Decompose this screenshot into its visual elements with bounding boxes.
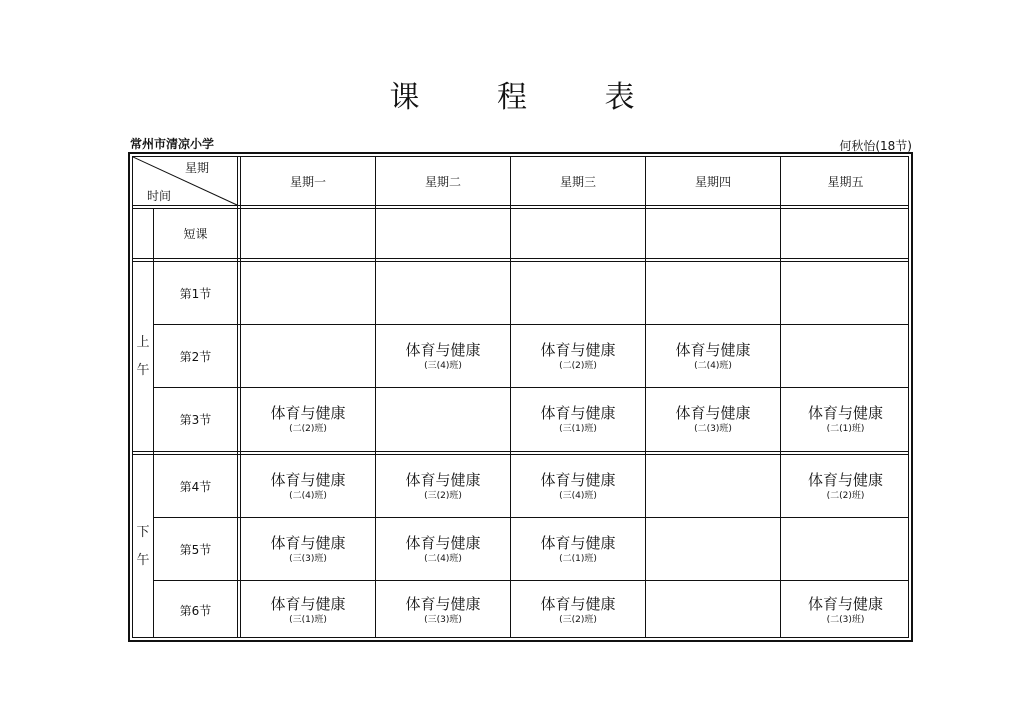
schedule-cell	[646, 388, 780, 451]
period-label-1: 第1节	[179, 286, 212, 301]
schedule-cell	[511, 455, 645, 517]
class-name: (三(4)班)	[424, 360, 462, 371]
schedule-cell	[241, 581, 375, 639]
course-name: 体育与健康	[675, 340, 751, 359]
course-name: 体育与健康	[405, 594, 481, 613]
course-name: 体育与健康	[540, 594, 616, 613]
school-name: 常州市清凉小学	[130, 137, 215, 151]
morning-char-2: 午	[136, 362, 150, 378]
period-label-4: 第4节	[179, 479, 212, 494]
period-label-5: 第5节	[179, 542, 212, 557]
day-header-wed: 星期三	[559, 174, 596, 189]
course-name: 体育与健康	[807, 594, 883, 613]
title-char-2: 程	[497, 80, 527, 115]
schedule-cell	[376, 455, 510, 517]
course-name: 体育与健康	[675, 404, 751, 422]
course-name: 体育与健康	[270, 404, 346, 422]
course-name: 体育与健康	[405, 470, 481, 489]
class-name: (三(1)班)	[559, 424, 597, 434]
class-name: (三(1)班)	[289, 614, 327, 625]
class-name: (二(2)班)	[826, 490, 865, 501]
course-name: 体育与健康	[807, 470, 883, 489]
schedule-cell	[376, 581, 510, 639]
day-header-tue: 星期二	[424, 174, 461, 189]
afternoon-char-2: 午	[136, 553, 150, 568]
timetable-grid	[132, 156, 909, 638]
afternoon-char-1: 下	[136, 525, 150, 540]
title-char-3: 表	[604, 80, 635, 115]
class-name: (二(4)班)	[289, 490, 327, 501]
schedule-cell	[781, 388, 910, 451]
schedule-cell	[511, 388, 645, 451]
course-name: 体育与健康	[807, 404, 883, 422]
course-name: 体育与健康	[405, 340, 481, 359]
class-name: (三(3)班)	[289, 553, 327, 564]
schedule-cell	[511, 325, 645, 387]
class-name: (二(1)班)	[826, 424, 865, 434]
timetable	[128, 152, 913, 642]
schedule-cell	[781, 455, 910, 517]
class-name: (二(2)班)	[559, 360, 597, 371]
course-name: 体育与健康	[540, 404, 616, 422]
class-name: (二(4)班)	[424, 553, 462, 564]
class-name: (三(2)班)	[424, 490, 462, 501]
schedule-cell	[241, 455, 375, 517]
corner-time-label: 时间	[147, 189, 172, 203]
day-header-thu: 星期四	[694, 174, 731, 189]
class-name: (二(4)班)	[694, 360, 732, 371]
morning-label	[133, 262, 153, 451]
day-header-fri: 星期五	[827, 174, 864, 189]
schedule-cell	[376, 518, 510, 580]
period-label-2: 第2节	[179, 349, 212, 364]
period-label-3: 第3节	[179, 413, 212, 427]
course-name: 体育与健康	[270, 594, 346, 613]
corner-weekday-label: 星期	[185, 161, 210, 175]
schedule-cell	[511, 518, 645, 580]
course-name: 体育与健康	[270, 533, 346, 552]
course-name: 体育与健康	[405, 533, 481, 552]
class-name: (三(3)班)	[424, 614, 462, 625]
course-name: 体育与健康	[270, 470, 346, 489]
course-name: 体育与健康	[540, 470, 616, 489]
class-name: (二(3)班)	[826, 614, 865, 625]
period-label-6: 第6节	[179, 603, 212, 618]
class-name: (三(4)班)	[559, 490, 597, 501]
afternoon-label	[133, 455, 153, 639]
schedule-cell	[511, 581, 645, 639]
class-name: (二(3)班)	[694, 424, 732, 434]
class-name: (二(2)班)	[289, 424, 327, 434]
class-name: (三(2)班)	[559, 614, 597, 625]
short-class-label: 短课	[183, 227, 208, 241]
day-header-mon: 星期一	[289, 174, 326, 189]
page-title	[0, 72, 1024, 116]
schedule-cell	[241, 388, 375, 451]
teacher-name: 何秋怡(18节)	[839, 139, 912, 153]
schedule-cell	[241, 518, 375, 580]
schedule-cell	[646, 325, 780, 387]
schedule-cell	[781, 581, 910, 639]
schedule-cell	[376, 325, 510, 387]
class-name: (二(1)班)	[559, 553, 597, 564]
morning-char-1: 上	[136, 334, 150, 350]
course-name: 体育与健康	[540, 533, 616, 552]
title-char-1: 课	[389, 80, 420, 115]
course-name: 体育与健康	[540, 340, 616, 359]
